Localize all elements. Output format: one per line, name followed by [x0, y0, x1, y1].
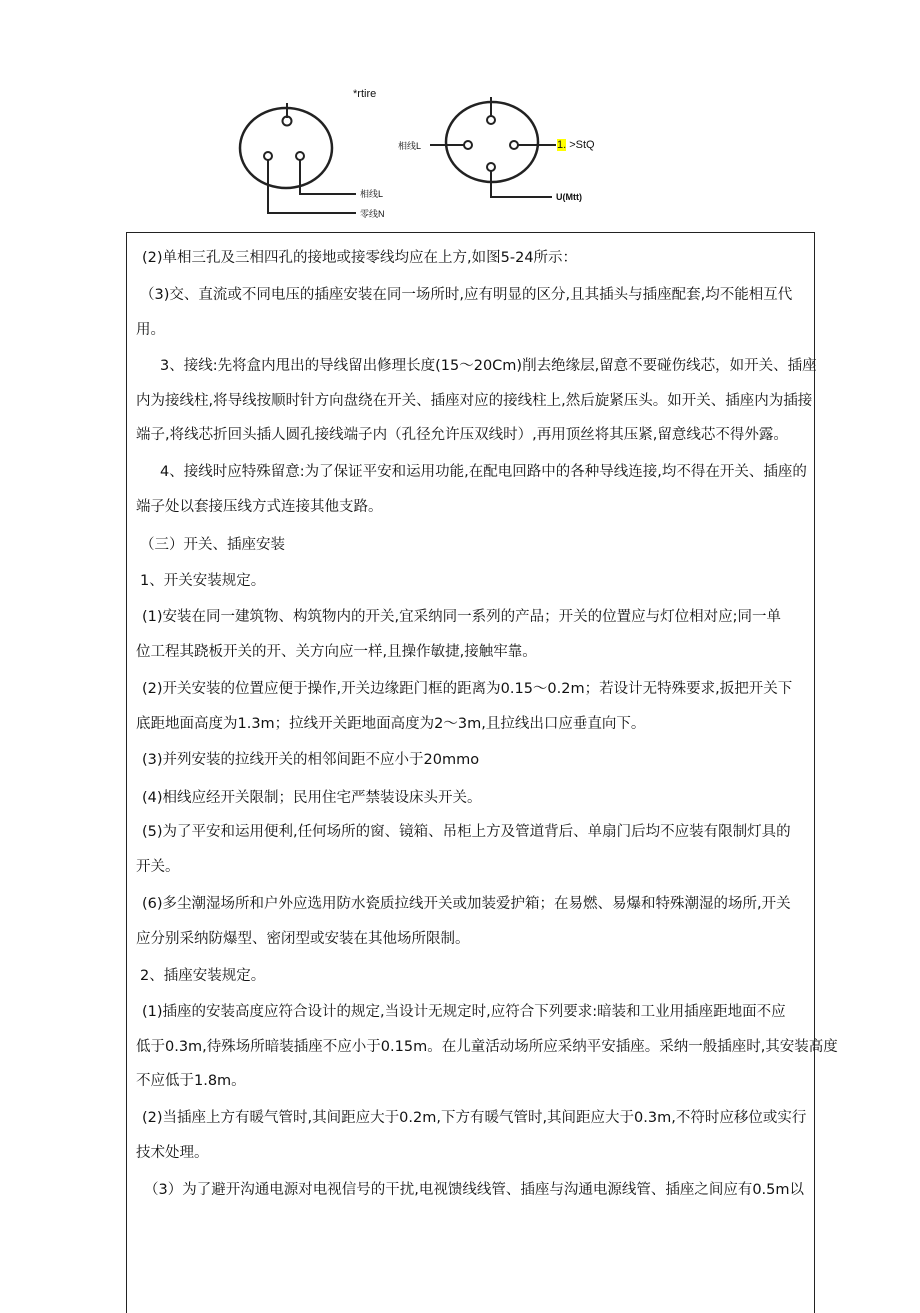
- text-line: 2、插座安装规定。: [140, 968, 266, 984]
- text-line: （三）开关、插座安装: [140, 537, 285, 553]
- three-hole-socket-outline: [240, 108, 332, 188]
- four-hole-bottom-pin: [487, 163, 495, 171]
- paragraph: [136, 995, 838, 1099]
- text-line: (2)当插座上方有暖气管时,其间距应大于0.2m,下方有暖气管时,其间距应大于0.3m,不符时应移位或实行: [142, 1110, 807, 1126]
- socket-wiring-figure: [0, 0, 920, 230]
- subsection-heading: [140, 564, 265, 599]
- figure-top-label: *rtire: [353, 88, 377, 100]
- neutral-wire-lead: [268, 160, 356, 213]
- section-heading: [140, 528, 285, 563]
- four-hole-top-pin: [487, 116, 495, 124]
- text-line: 技术处理。: [136, 1144, 209, 1161]
- text-line: (4)相线应经开关限制；民用住宅严禁装设床头开关。: [142, 790, 482, 806]
- paragraph: [136, 600, 782, 669]
- text-line: （3)交、直流或不同电压的插座安装在同一场所时,应有明显的区分,且其插头与插座配套,均不能相互代: [140, 287, 793, 303]
- text-line: (6)多尘潮湿场所和户外应选用防水瓷质拉线开关或加装爱护箱；在易燃、易爆和特殊潮湿的场所,开关: [142, 896, 791, 912]
- paragraph: [142, 781, 482, 816]
- text-line: 低于0.3m,待殊场所暗装插座不应小于0.15m。在儿童活动场所应采纳平安插座。采纳一般插座时,其安装高度: [136, 1038, 838, 1055]
- text-line: 内为接线柱,将导线按顺时针方向盘绕在开关、插座对应的接线柱上,然后旋紧压头。如开关、插座内为插接: [136, 392, 813, 409]
- right-live-label: 相线L: [398, 141, 422, 151]
- text-line: (1)安装在同一建筑物、构筑物内的开关,宜采纳同一系列的产品；开关的位置应与灯位相对应;同一单: [142, 609, 782, 625]
- right-side-label: [557, 139, 595, 151]
- text-line: (2)开关安装的位置应便于操作,开关边缘距门框的距离为0.15～0.2m；若设计无特殊要求,扳把开关下: [142, 681, 793, 697]
- socket-diagram-svg: [0, 0, 920, 230]
- text-line: 1、开关安装规定。: [140, 573, 266, 589]
- text-line: 端子处以套接压线方式连接其他支路。: [136, 498, 383, 515]
- paragraph: [136, 1101, 807, 1170]
- left-neutral-label: 零线N: [360, 209, 385, 219]
- text-line: 应分别采纳防爆型、密闭型或安装在其他场所限制。: [136, 930, 470, 947]
- paragraph: [136, 455, 807, 524]
- three-hole-right-pin: [296, 152, 304, 160]
- text-line: 位工程其跷板开关的开、关方向应一样,且操作敏捷,接触牢靠。: [136, 643, 537, 660]
- paragraph: [142, 743, 479, 778]
- subsection-heading: [140, 959, 265, 994]
- text-line: 4、接线时应特殊留意:为了保证平安和运用功能,在配电回路中的各种导线连接,均不得在开关、插座的: [160, 464, 807, 480]
- bottom-lead-4: [491, 171, 552, 197]
- paragraph: [136, 349, 817, 453]
- paragraph: [142, 241, 577, 276]
- text-line: 端子,将线芯折回头插人圆孔接线端子内（孔径允许压双线时）,再用顶丝将其压紧,留意线芯不得外露。: [136, 427, 788, 443]
- text-line: (1)插座的安装高度应符合设计的规定,当设计无规定时,应符合下列要求:暗装和工业用插座距地面不应: [142, 1004, 786, 1020]
- paragraph: [136, 887, 791, 956]
- text-line: (2)单相三孔及三相四孔的接地或接零线均应在上方,如图5-24所示：: [142, 250, 578, 266]
- text-line: 不应低于1.8m。: [136, 1073, 246, 1089]
- right-side-label-text: >StQ: [566, 139, 595, 151]
- text-line: 3、接线:先将盒内甩出的导线留出修理长度(15～20Cm)削去绝缘层,留意不要碰伤线芯，如开关、插座: [160, 358, 817, 374]
- paragraph: [136, 672, 793, 741]
- paragraph: [136, 815, 791, 884]
- text-line: (3)并列安装的拉线开关的相邻间距不应小于20mmo: [142, 752, 480, 768]
- right-side-label-highlight: 1.: [557, 139, 567, 151]
- text-line: 开关。: [136, 858, 180, 875]
- text-line: 底距地面高度为1.3m；拉线开关距地面高度为2～3m,且拉线出口应垂直向下。: [136, 715, 646, 732]
- text-line: 用。: [136, 321, 165, 338]
- text-line: (5)为了平安和运用便利,任何场所的窗、镜箱、吊柜上方及管道背后、单扇门后均不应装有限制灯具的: [142, 824, 791, 840]
- paragraph: [144, 1173, 804, 1208]
- text-line: （3）为了避开沟通电源对电视信号的干扰,电视馈线线管、插座与沟通电源线管、插座之间应有0.5m以: [144, 1182, 805, 1198]
- left-live-label: 相线L: [360, 189, 384, 199]
- right-bottom-label: U(Mtt): [556, 192, 582, 202]
- four-hole-right-pin: [510, 141, 518, 149]
- paragraph: [136, 278, 793, 347]
- four-hole-left-pin: [464, 141, 472, 149]
- three-hole-left-pin: [264, 152, 272, 160]
